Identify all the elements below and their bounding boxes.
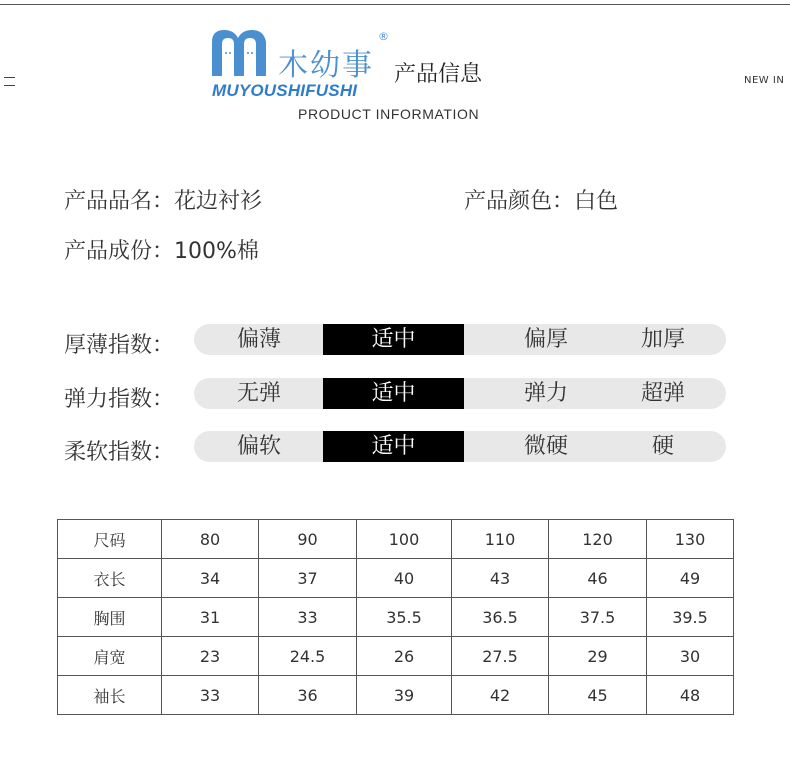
softness-option: 硬 [651,434,674,459]
elasticity-scale [194,378,726,409]
table-cell: 36 [259,676,357,715]
softness-scale [194,431,726,462]
product-name: 产品品名：花边衬衫 [64,189,263,214]
table-row [58,676,734,715]
row-label-cell: 袖长 [58,676,162,715]
size-chart-table [57,519,734,715]
table-cell: 100 [357,520,452,559]
table-cell: 33 [259,598,357,637]
table-cell: 48 [647,676,734,715]
thickness-option-selected: 适中 [323,324,464,355]
table-cell: 110 [452,520,549,559]
softness-label: 柔软指数： [64,440,175,465]
menu-icon[interactable] [4,75,15,87]
logo-english-text: MUYOUSHIFUSHI [212,81,358,100]
new-in-link[interactable]: NEW IN [744,75,785,86]
table-cell: 43 [452,559,549,598]
table-cell: 120 [549,520,647,559]
product-color: 产品颜色：白色 [464,189,619,214]
table-cell: 23 [162,637,259,676]
thickness-scale [194,324,726,355]
table-cell: 39 [357,676,452,715]
elasticity-label: 弹力指数： [64,387,175,412]
thickness-label: 厚薄指数： [64,333,175,358]
table-cell: 49 [647,559,734,598]
table-cell: 130 [647,520,734,559]
table-cell: 36.5 [452,598,549,637]
elasticity-option: 超弹 [640,381,685,406]
row-label-cell: 衣长 [58,559,162,598]
table-cell: 90 [259,520,357,559]
softness-option: 微硬 [523,434,568,459]
table-row [58,598,734,637]
section-title: 产品信息 [394,62,483,87]
table-cell: 37 [259,559,357,598]
table-row [58,637,734,676]
table-cell: 39.5 [647,598,734,637]
table-cell: 80 [162,520,259,559]
table-cell: 26 [357,637,452,676]
table-cell: 31 [162,598,259,637]
section-subtitle: PRODUCT INFORMATION [298,106,480,122]
top-divider [0,4,790,5]
table-cell: 46 [549,559,647,598]
elasticity-option: 无弹 [236,381,281,406]
table-cell: 35.5 [357,598,452,637]
thickness-option: 偏薄 [236,327,281,352]
table-cell: 37.5 [549,598,647,637]
table-cell: 24.5 [259,637,357,676]
softness-option-selected: 适中 [323,431,464,462]
table-cell: 40 [357,559,452,598]
row-label-cell: 胸围 [58,598,162,637]
row-label-cell: 尺码 [58,520,162,559]
table-cell: 30 [647,637,734,676]
thickness-option: 加厚 [640,327,685,352]
table-header-row [58,520,734,559]
table-cell: 29 [549,637,647,676]
logo-m-icon [210,28,274,78]
registered-mark: ® [378,30,389,43]
softness-option: 偏软 [236,434,281,459]
table-cell: 27.5 [452,637,549,676]
table-cell: 42 [452,676,549,715]
logo-chinese-text: 木幼事 [278,48,374,83]
table-cell: 33 [162,676,259,715]
elasticity-option-selected: 适中 [323,378,464,409]
row-label-cell: 肩宽 [58,637,162,676]
table-row [58,559,734,598]
product-composition: 产品成份：100%棉 [64,239,259,264]
table-cell: 34 [162,559,259,598]
elasticity-option: 弹力 [523,381,568,406]
table-cell: 45 [549,676,647,715]
thickness-option: 偏厚 [523,327,568,352]
